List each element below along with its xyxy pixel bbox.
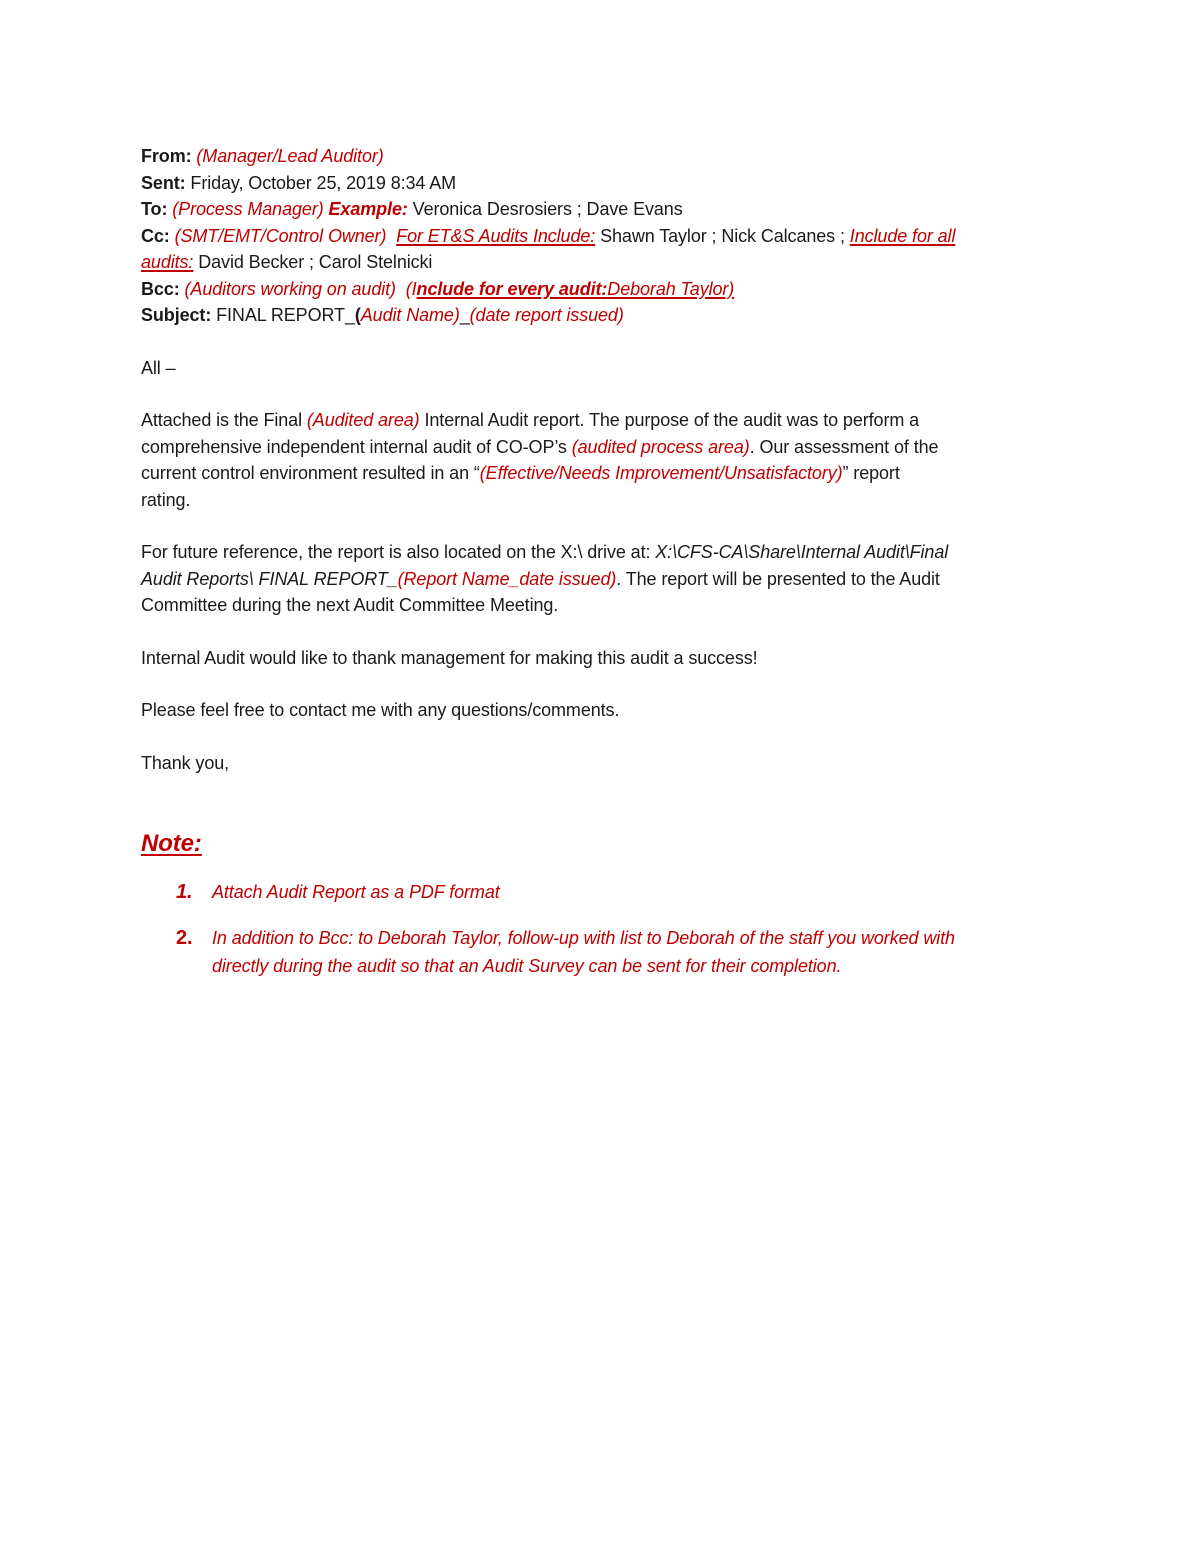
cc-ets-label: For ET&S Audits Include: (396, 225, 596, 246)
note-text: In addition to Bcc: to Deborah Taylor, follow-up with list to Deborah of the staff you worked with (212, 928, 955, 948)
cc-all-label-cont: audits: (141, 252, 194, 272)
cc-line (141, 223, 1061, 250)
paragraph-attached (141, 407, 1061, 513)
p1-text: comprehensive independent internal audit of CO-OP’s (141, 436, 572, 457)
cc-label: Cc: (141, 225, 170, 246)
bcc-every-recipient: Deborah Taylor) (607, 278, 735, 299)
bcc-line (141, 276, 1061, 303)
sent-label: Sent: (141, 172, 186, 193)
subject-open-paren: ( (354, 305, 361, 325)
p1-text: Internal Audit report. The purpose of the audit was to perform a (419, 410, 920, 430)
bcc-placeholder: (Auditors working on audit) (184, 278, 396, 299)
cc-placeholder: (SMT/EMT/Control Owner) (174, 225, 387, 246)
bcc-every-open: (I (405, 278, 417, 299)
subject-line (141, 302, 1061, 329)
report-name-placeholder: (Report Name_date issued) (397, 568, 617, 589)
cc-all-recipients: David Becker ; Carol Stelnicki (198, 252, 433, 272)
greeting: All – (141, 357, 176, 378)
note-text-cont: directly during the audit so that an Audit Survey can be sent for their completion. (212, 956, 842, 976)
paragraph-contact: Please feel free to contact me with any questions/comments. (141, 700, 620, 720)
to-label: To: (141, 199, 168, 219)
closing: Thank you, (141, 752, 230, 773)
p1-text: current control environment resulted in an “ (141, 463, 480, 483)
to-example-label: Example: (328, 199, 408, 219)
audited-area-placeholder: (Audited area) (306, 410, 420, 430)
paragraph-thanks: Internal Audit would like to thank management for making this audit a success! (141, 647, 758, 668)
sent-value: Friday, October 25, 2019 8:34 AM (190, 172, 457, 193)
sent-line (141, 170, 1061, 197)
bcc-label: Bcc: (141, 278, 180, 299)
subject-audit-name: Audit Name) (360, 305, 460, 325)
cc-line-continued (141, 249, 1061, 276)
note-number: 2. (176, 927, 193, 949)
cc-ets-recipients: Shawn Taylor ; Nick Calcanes ; (600, 225, 845, 246)
paragraph-location (141, 539, 1061, 619)
p1-text: ” report (842, 463, 900, 483)
subject-label: Subject: (141, 305, 212, 325)
subject-date-issued: (date report issued) (469, 305, 624, 325)
to-placeholder: (Process Manager) (172, 199, 324, 219)
from-label: From: (141, 146, 192, 166)
note-title: Note: (141, 830, 202, 857)
from-line (141, 143, 1061, 170)
bcc-every-label: nclude for every audit: (416, 278, 608, 299)
to-line (141, 196, 1061, 223)
note-item (141, 878, 1061, 906)
rating-placeholder: (Effective/Needs Improvement/Unsatisfactory) (479, 463, 843, 483)
note-list (141, 878, 1061, 980)
note-text: Attach Audit Report as a PDF format (212, 882, 500, 902)
subject-underscore: _ (459, 305, 470, 325)
p1-text: . Our assessment of the (749, 436, 939, 457)
p2-text: . The report will be presented to the Audit (616, 568, 940, 589)
email-header (141, 143, 1061, 329)
note-number: 1. (176, 881, 193, 903)
p2-text: For future reference, the report is also located on the X:\ drive at: (141, 542, 656, 562)
note-item (141, 924, 1061, 980)
email-template-document (141, 143, 1061, 998)
p1-text: rating. (141, 489, 191, 510)
p2-text: Committee during the next Audit Committee Meeting. (141, 595, 559, 615)
drive-path: X:\CFS-CA\Share\Internal Audit\Final (655, 542, 949, 562)
drive-path-cont: Audit Reports\ FINAL REPORT_ (141, 568, 398, 589)
cc-all-label: Include for all (849, 225, 956, 246)
from-placeholder: (Manager/Lead Auditor) (196, 146, 384, 166)
subject-prefix: FINAL REPORT_ (216, 305, 355, 325)
to-recipients: Veronica Desrosiers ; Dave Evans (412, 199, 683, 219)
p1-text: Attached is the Final (141, 410, 307, 430)
audited-process-placeholder: (audited process area) (571, 436, 750, 457)
